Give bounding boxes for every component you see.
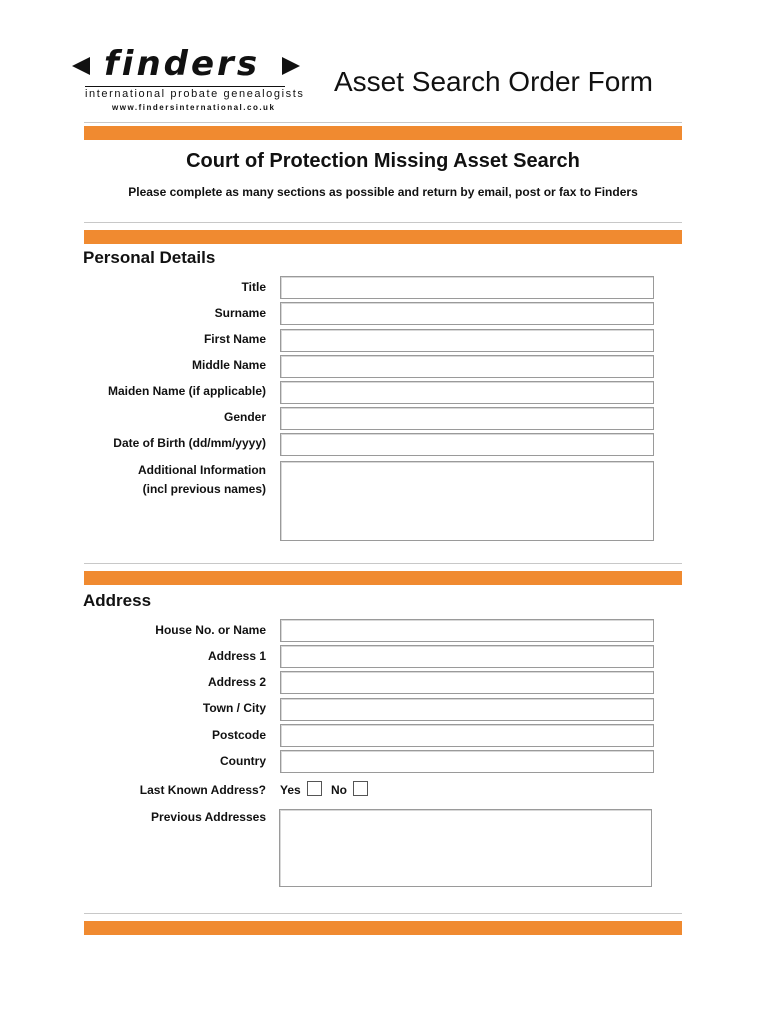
- field-label-first-name: First Name: [203, 332, 266, 346]
- logo-tagline: international probate genealogists: [85, 88, 305, 100]
- divider-rule: [84, 122, 682, 123]
- page-heading: Court of Protection Missing Asset Search: [186, 150, 580, 172]
- field-label-gender: Gender: [223, 410, 266, 424]
- accent-band: [84, 230, 682, 244]
- maiden-name-field[interactable]: [280, 381, 654, 404]
- field-label-address-2: Address 2: [207, 675, 266, 689]
- surname-field[interactable]: [280, 302, 654, 325]
- section-title-personal: Personal Details: [83, 248, 216, 267]
- date-of-birth-field[interactable]: [280, 433, 654, 456]
- logo-wordmark: finders: [104, 44, 261, 84]
- house-number-field[interactable]: [280, 619, 654, 642]
- section-title-address: Address: [83, 591, 152, 610]
- town-city-field[interactable]: [280, 698, 654, 721]
- divider-rule: [84, 563, 682, 564]
- first-name-field[interactable]: [280, 329, 654, 352]
- logo-url: www.findersinternational.co.uk: [112, 103, 276, 112]
- field-label-additional-info-note: (incl previous names): [142, 482, 266, 496]
- field-label-title: Title: [241, 280, 266, 294]
- divider-rule: [84, 913, 682, 914]
- middle-name-field[interactable]: [280, 355, 654, 378]
- accent-band: [84, 921, 682, 935]
- field-label-date-of-birth: Date of Birth (dd/mm/yyyy): [113, 436, 266, 450]
- field-label-town: Town / City: [202, 701, 266, 715]
- field-label-house: House No. or Name: [155, 623, 266, 637]
- finders-logo: [72, 44, 302, 84]
- accent-band: [84, 126, 682, 140]
- field-label-maiden-name: Maiden Name (if applicable): [107, 384, 266, 398]
- field-label-additional-info: Additional Information: [138, 463, 266, 477]
- additional-information-field[interactable]: [280, 461, 654, 541]
- no-label: No: [331, 783, 347, 797]
- no-checkbox[interactable]: [353, 781, 368, 796]
- address-1-field[interactable]: [280, 645, 654, 668]
- field-label-last-known-address: Last Known Address?: [139, 783, 266, 797]
- field-label-surname: Surname: [214, 306, 266, 320]
- yes-checkbox[interactable]: [307, 781, 322, 796]
- yes-label: Yes: [280, 783, 301, 797]
- gender-field[interactable]: [280, 407, 654, 430]
- previous-addresses-field[interactable]: [279, 809, 652, 887]
- address-2-field[interactable]: [280, 671, 654, 694]
- field-label-address-1: Address 1: [207, 649, 266, 663]
- divider-rule: [84, 222, 682, 223]
- field-label-middle-name: Middle Name: [191, 358, 266, 372]
- logo-right-arrow-icon: [282, 57, 300, 75]
- form-title: Asset Search Order Form: [334, 66, 653, 97]
- title-field[interactable]: [280, 276, 654, 299]
- logo-left-arrow-icon: [72, 57, 90, 75]
- country-field[interactable]: [280, 750, 654, 773]
- field-label-previous-addresses: Previous Addresses: [151, 810, 266, 824]
- logo-divider: [85, 86, 285, 87]
- accent-band: [84, 571, 682, 585]
- page-instructions: Please complete as many sections as possible and return by email, post or fax to Finders: [128, 185, 638, 199]
- field-label-country: Country: [220, 754, 266, 768]
- postcode-field[interactable]: [280, 724, 654, 747]
- field-label-postcode: Postcode: [211, 728, 266, 742]
